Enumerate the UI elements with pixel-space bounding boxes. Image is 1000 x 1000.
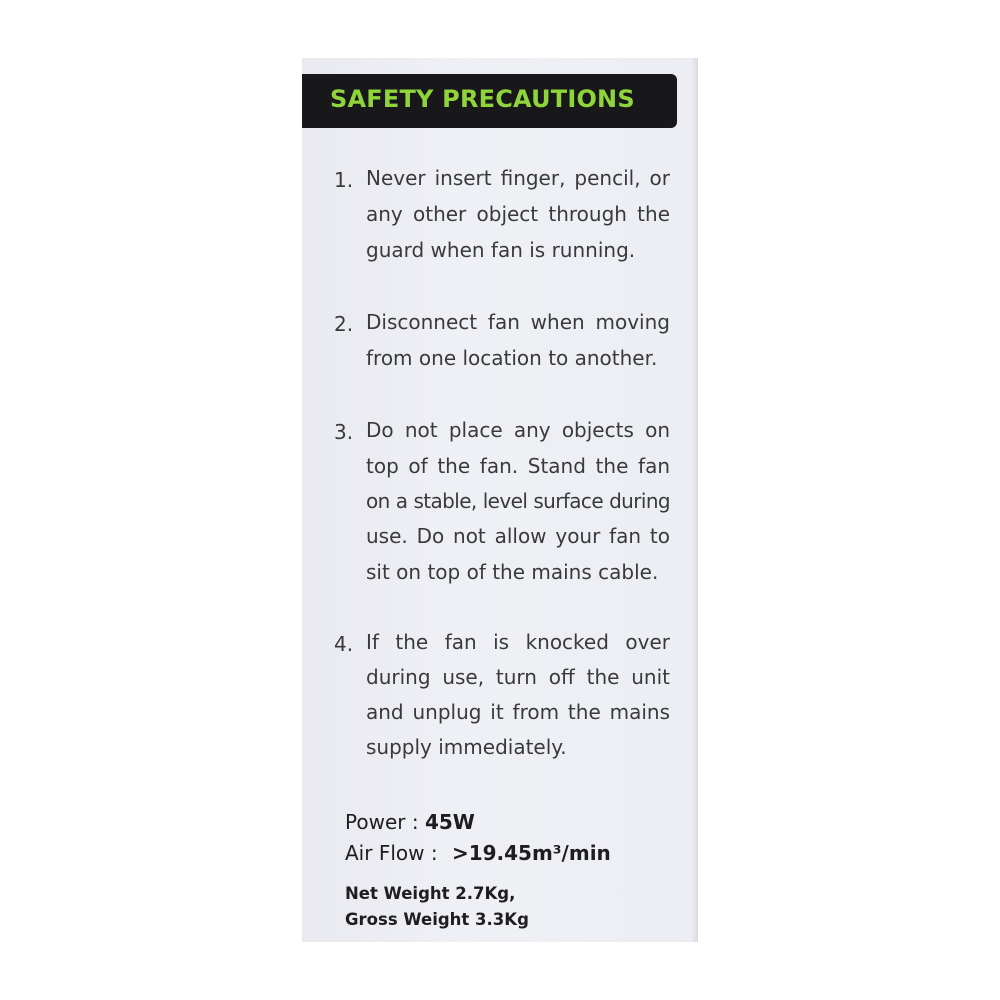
title-banner [302, 74, 677, 128]
precaution-line: supply immediately. [366, 735, 567, 759]
precaution-line: If the fan is knocked over [366, 630, 670, 654]
precaution-line: any other object through the [366, 202, 670, 226]
precaution-line: and unplug it from the mains [366, 700, 670, 724]
precaution-number: 4. [334, 632, 354, 656]
airflow-label: Air Flow : [345, 841, 438, 865]
precaution-line: on a stable, level surface during [366, 489, 670, 513]
gross-weight: Gross Weight 3.3Kg [345, 910, 529, 929]
banner-title: SAFETY PRECAUTIONS [330, 85, 635, 113]
airflow-spec [345, 841, 611, 865]
precaution-number: 3. [334, 420, 354, 444]
precaution-line: Never insert finger, pencil, or [366, 166, 670, 190]
precaution-line: during use, turn off the unit [366, 665, 670, 689]
precaution-line: Disconnect fan when moving [366, 310, 670, 334]
precaution-line: Do not place any objects on [366, 418, 670, 442]
precaution-line: top of the fan. Stand the fan [366, 454, 670, 478]
precaution-line: use. Do not allow your fan to [366, 524, 670, 548]
precaution-number: 2. [334, 312, 354, 336]
power-label: Power : [345, 810, 419, 834]
safety-card [302, 58, 698, 942]
precaution-line: from one location to another. [366, 346, 658, 370]
precaution-line: sit on top of the mains cable. [366, 560, 659, 584]
precaution-line: guard when fan is running. [366, 238, 636, 262]
precaution-number: 1. [334, 168, 354, 192]
power-value: 45W [424, 810, 475, 834]
airflow-value: >19.45m³/min [451, 841, 611, 865]
power-spec [345, 810, 475, 834]
net-weight: Net Weight 2.7Kg, [345, 884, 516, 903]
